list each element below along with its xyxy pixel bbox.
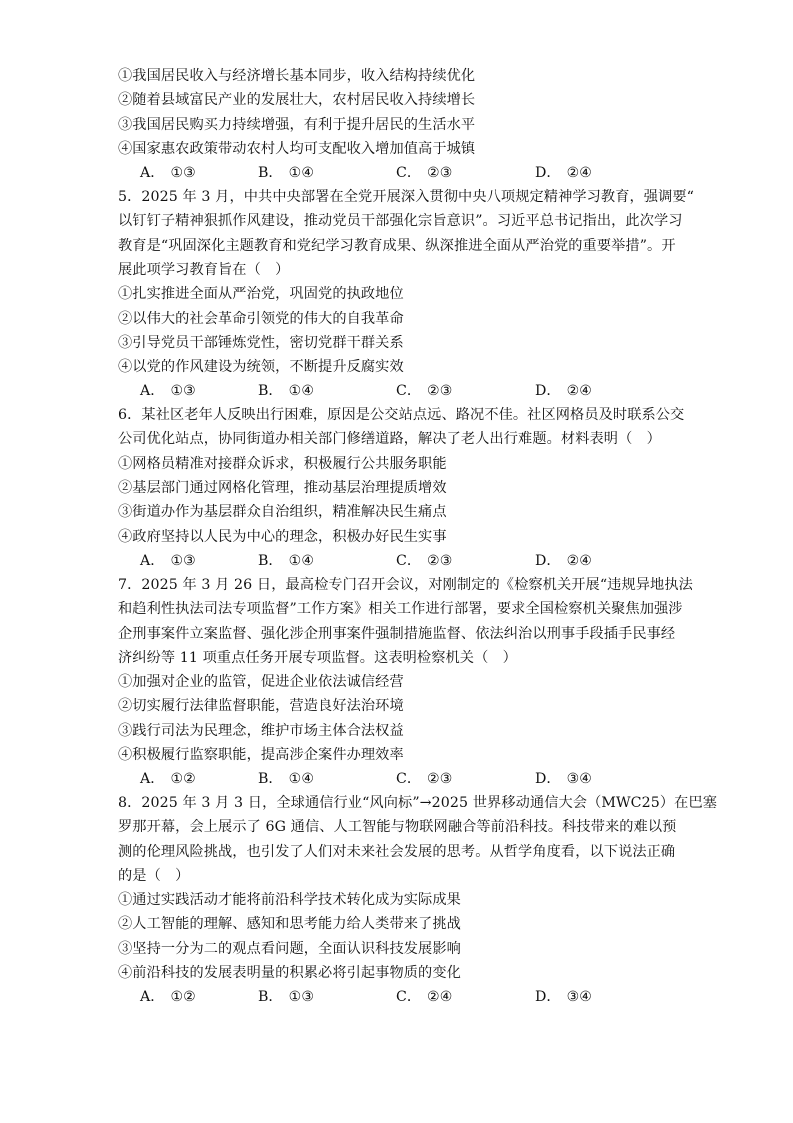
question-stem: 8．2025 年 3 月 3 日，全球通信行业“风向标”→2025 世界移动通信大会（MWC25）在巴塞: [118, 795, 718, 811]
statement-1: ①通过实践活动才能将前沿科学技术转化成为实际成果: [118, 892, 461, 908]
statement-2: ②切实履行法律监督职能，营造良好法治环境: [118, 698, 404, 714]
statement-4: ④以党的作风建设为统领，不断提升反腐实效: [118, 359, 404, 375]
option-d: D． ②④: [535, 165, 593, 181]
question-stem: 公司优化站点，协同街道办相关部门修缮道路，解决了老人出行难题。材料表明（ ）: [118, 431, 661, 447]
question-stem: 7．2025 年 3 月 26 日，最高检专门召开会议，对刚制定的《检察机关开展“违规异地执法: [118, 577, 693, 593]
statement-3: ③践行司法为民理念，维护市场主体合法权益: [118, 723, 404, 739]
option-c: C． ②③: [396, 771, 453, 787]
statement-4: ④政府坚持以人民为中心的理念，积极办好民生实事: [118, 529, 447, 545]
question-stem: 展此项学习教育旨在（ ）: [118, 262, 290, 278]
option-c: C． ②③: [396, 553, 453, 569]
statement-1: ①加强对企业的监管，促进企业依法诚信经营: [118, 674, 404, 690]
statement-4: ④前沿科技的发展表明量的积累必将引起事物质的变化: [118, 965, 461, 981]
question-stem: 和趋利性执法司法专项监督”工作方案》相关工作进行部署，要求全国检察机关聚焦加强涉: [118, 601, 683, 617]
option-b: B． ①④: [258, 383, 315, 399]
statement-1: ①网格员精准对接群众诉求，积极履行公共服务职能: [118, 456, 447, 472]
statement-4: ④国家惠农政策带动农村人均可支配收入增加值高于城镇: [118, 141, 476, 157]
statement-2: ②以伟大的社会革命引领党的伟大的自我革命: [118, 311, 404, 327]
option-d: D． ②④: [535, 553, 593, 569]
option-a: A． ①②: [140, 989, 196, 1005]
option-d: D． ③④: [535, 771, 593, 787]
statement-1: ①扎实推进全面从严治党，巩固党的执政地位: [118, 286, 404, 302]
option-c: C． ②③: [396, 383, 453, 399]
statement-2: ②人工智能的理解、感知和思考能力给人类带来了挑战: [118, 916, 461, 932]
option-d: D． ③④: [535, 989, 593, 1005]
question-stem: 5．2025 年 3 月，中共中央部署在全党开展深入贯彻中央八项规定精神学习教育，强调要“: [118, 189, 695, 205]
option-b: B． ①④: [258, 771, 315, 787]
statement-4: ④积极履行监察职能，提高涉企案件办理效率: [118, 747, 404, 763]
option-a: A． ①③: [140, 553, 196, 569]
option-a: A． ①③: [140, 383, 196, 399]
statement-1: ①我国居民收入与经济增长基本同步，收入结构持续优化: [118, 68, 476, 84]
option-c: C． ②③: [396, 165, 453, 181]
statement-3: ③街道办作为基层群众自治组织，精准解决民生痛点: [118, 504, 447, 520]
option-a: A． ①③: [140, 165, 196, 181]
question-stem: 6．某社区老年人反映出行困难，原因是公交站点远、路况不佳。社区网格员及时联系公交: [118, 407, 685, 423]
option-b: B． ①④: [258, 165, 315, 181]
statement-3: ③引导党员干部锤炼党性，密切党群干群关系: [118, 335, 404, 351]
statement-2: ②基层部门通过网格化管理，推动基层治理提质增效: [118, 480, 447, 496]
option-b: B． ①③: [258, 989, 315, 1005]
question-stem: 教育是“巩固深化主题教育和党纪学习教育成果、纵深推进全面从严治党的重要举措”。开: [118, 238, 676, 254]
statement-2: ②随着县域富民产业的发展壮大，农村居民收入持续增长: [118, 92, 476, 108]
question-stem: 济纠纷等 11 项重点任务开展专项监督。这表明检察机关（ ）: [118, 650, 517, 666]
option-c: C． ②④: [396, 989, 453, 1005]
question-stem: 罗那开幕，会上展示了 6G 通信、人工智能与物联网融合等前沿科技。科技带来的难以预: [118, 819, 677, 835]
statement-3: ③我国居民购买力持续增强，有利于提升居民的生活水平: [118, 117, 476, 133]
option-d: D． ②④: [535, 383, 593, 399]
question-stem: 以钉钉子精神狠抓作风建设，推动党员干部强化宗旨意识”。习近平总书记指出，此次学习: [118, 213, 683, 229]
question-stem: 企刑事案件立案监督、强化涉企刑事案件强制措施监督、依法纠治以刑事手段插手民事经: [118, 626, 676, 642]
option-a: A． ①②: [140, 771, 196, 787]
question-stem: 的是（ ）: [118, 868, 190, 884]
statement-3: ③坚持一分为二的观点看问题，全面认识科技发展影响: [118, 941, 461, 957]
option-b: B． ①④: [258, 553, 315, 569]
question-stem: 测的伦理风险挑战，也引发了人们对未来社会发展的思考。从哲学角度看，以下说法正确: [118, 844, 676, 860]
